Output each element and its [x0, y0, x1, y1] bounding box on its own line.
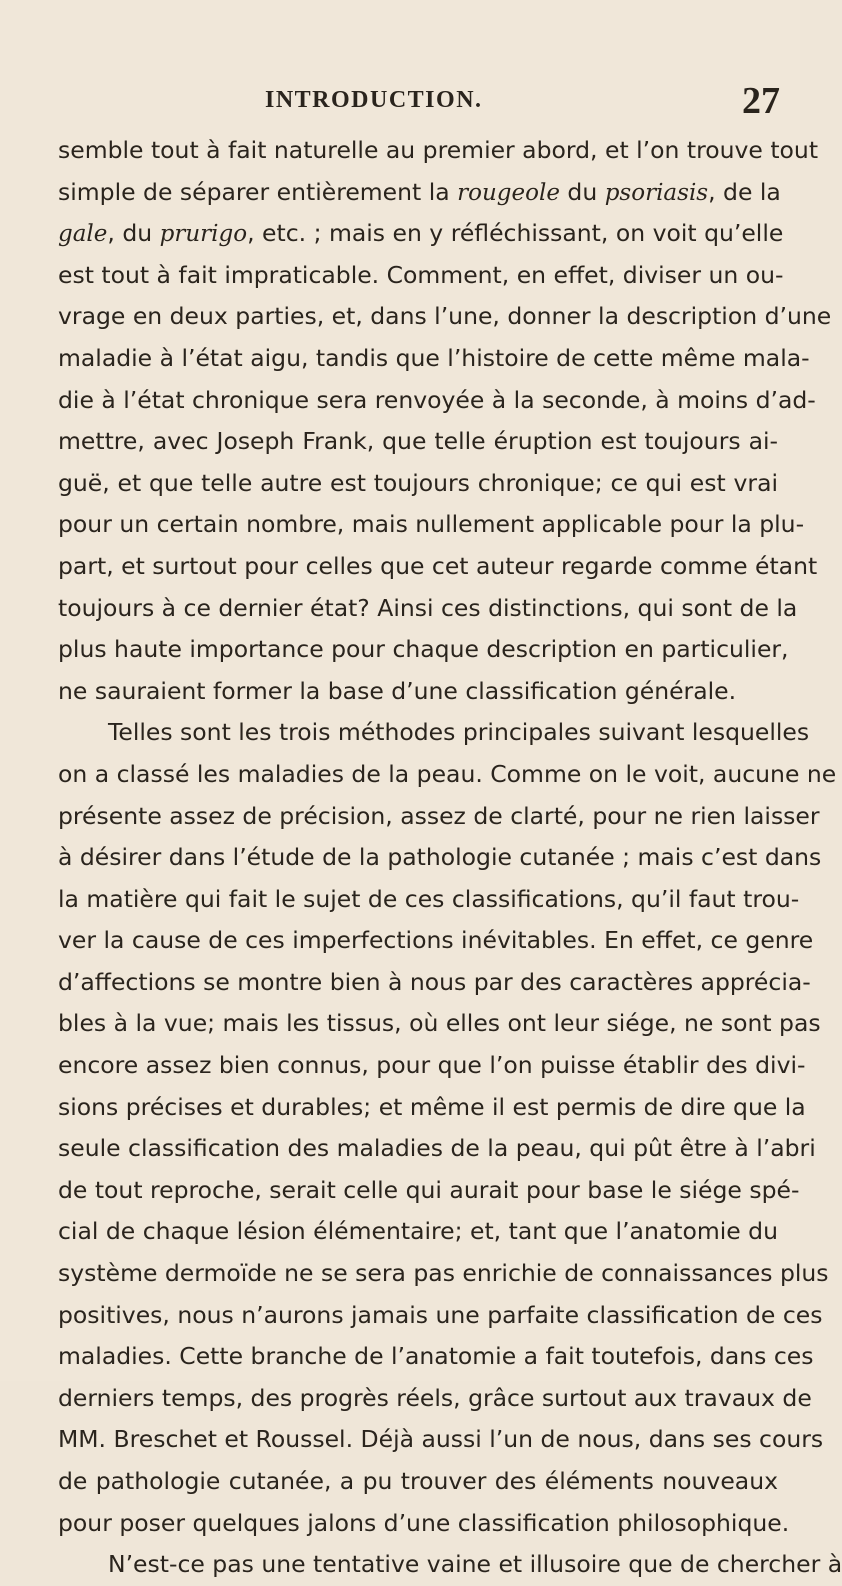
text-line: guë, et que telle autre est toujours chronique; ce qui est vrai — [58, 468, 778, 497]
text-line: encore assez bien connus, pour que l’on puisse établir des divi- — [58, 1051, 806, 1080]
text-line: de tout reproche, serait celle qui aurait pour base le siége spé- — [58, 1175, 800, 1204]
text-line: vrage en deux parties, et, dans l’une, donner la description d’une — [58, 302, 832, 331]
text-line: est tout à fait impraticable. Comment, en effet, diviser un ou- — [58, 260, 784, 289]
text-line: Telles sont les trois méthodes principales suivant lesquelles — [108, 718, 810, 747]
text-line: de pathologie cutanée, a pu trouver des éléments nouveaux — [58, 1467, 778, 1495]
page-number: 27 — [742, 80, 780, 122]
text-line: la matière qui fait le sujet de ces classifications, qu’il faut trou- — [58, 884, 800, 913]
text-line: mettre, avec Joseph Frank, que telle éruption est toujours ai- — [58, 427, 778, 456]
text-line: maladies. Cette branche de l’anatomie a fait toutefois, dans ces — [58, 1342, 814, 1371]
text-line: ne sauraient former la base d’une classification générale. — [58, 676, 737, 705]
text-line: simple de séparer entièrement la rougeole du psoriasis, de la — [58, 177, 781, 206]
header-title: INTRODUCTION. — [265, 87, 483, 113]
text-line: pour poser quelques jalons d’une classification philosophique. — [58, 1508, 790, 1537]
text-line: seule classification des maladies de la peau, qui pût être à l’abri — [58, 1134, 816, 1163]
text-line: gale, du prurigo, etc. ; mais en y réfléchissant, on voit qu’elle — [58, 219, 784, 248]
text-line: part, et surtout pour celles que cet auteur regarde comme étant — [58, 551, 818, 580]
text-line: système dermoïde ne se sera pas enrichie de connaissances plus — [58, 1259, 829, 1288]
text-line: MM. Breschet et Roussel. Déjà aussi l’un de nous, dans ses cours — [58, 1425, 824, 1454]
text-line: maladie à l’état aigu, tandis que l’histoire de cette même mala- — [58, 343, 810, 372]
text-line: N’est-ce pas une tentative vaine et illusoire que de chercher à — [108, 1550, 842, 1579]
text-line: derniers temps, des progrès réels, grâce surtout aux travaux de — [58, 1383, 812, 1412]
text-line: bles à la vue; mais les tissus, où elles ont leur siége, ne sont pas — [58, 1009, 821, 1038]
text-line: toujours à ce dernier état? Ainsi ces distinctions, qui sont de la — [58, 593, 798, 622]
text-line: à désirer dans l’étude de la pathologie cutanée ; mais c’est dans — [58, 843, 822, 872]
text-line: die à l’état chronique sera renvoyée à la seconde, à moins d’ad- — [58, 385, 816, 414]
text-line: on a classé les maladies de la peau. Comme on le voit, aucune ne — [58, 759, 837, 788]
text-line: semble tout à fait naturelle au premier abord, et l’on trouve tout — [58, 136, 819, 164]
text-line: cial de chaque lésion élémentaire; et, tant que l’anatomie du — [58, 1217, 778, 1246]
text-line: présente assez de précision, assez de clarté, pour ne rien laisser — [58, 801, 820, 830]
text-line: d’affections se montre bien à nous par des caractères apprécia- — [58, 967, 811, 996]
body-text — [58, 130, 842, 1586]
text-line: sions précises et durables; et même il est permis de dire que la — [58, 1092, 806, 1121]
text-line: pour un certain nombre, mais nullement applicable pour la plu- — [58, 510, 805, 539]
text-line: positives, nous n’aurons jamais une parfaite classification de ces — [58, 1300, 823, 1329]
running-head — [40, 80, 780, 127]
text-line: ver la cause de ces imperfections inévitables. En effet, ce genre — [58, 926, 814, 955]
text-line: plus haute importance pour chaque description en particulier, — [58, 635, 789, 664]
